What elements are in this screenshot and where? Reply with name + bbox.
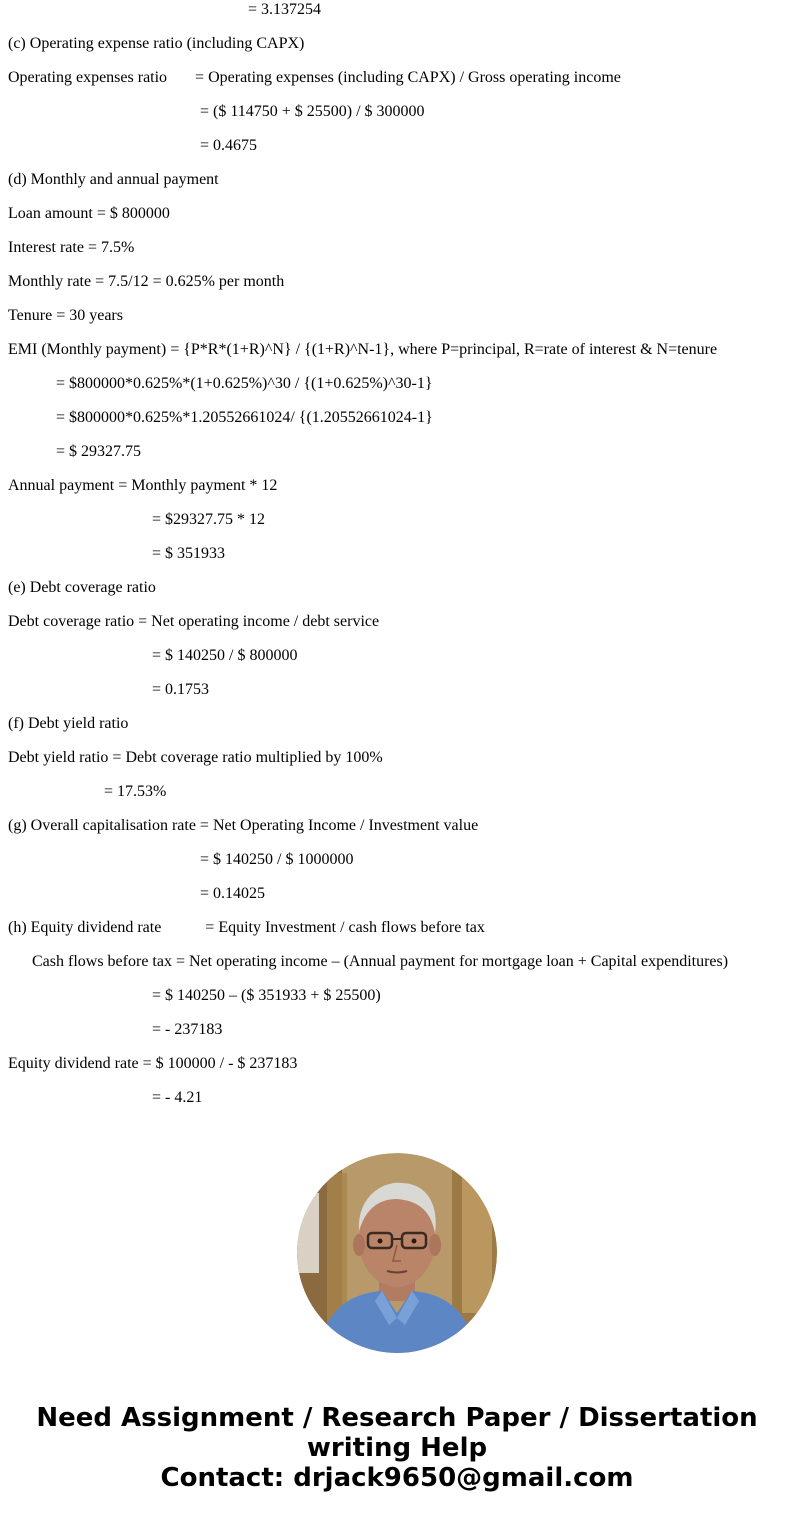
text-line: Debt yield ratio = Debt coverage ratio multiplied by 100% bbox=[8, 749, 383, 766]
banner-line-1: Need Assignment / Research Paper / Dissertation bbox=[36, 1403, 758, 1433]
text-line: = $ 140250 / $ 800000 bbox=[152, 647, 298, 664]
text-line: = 0.14025 bbox=[200, 885, 266, 902]
text-line: Debt coverage ratio = Net operating income / debt service bbox=[8, 613, 380, 630]
text-line: = 3.137254 bbox=[248, 1, 322, 18]
text-line: Tenure = 30 years bbox=[8, 307, 123, 324]
text-line: (c) Operating expense ratio (including CAPX) bbox=[8, 35, 305, 52]
text-line: (h) Equity dividend rate = Equity Investment / cash flows before tax bbox=[8, 919, 485, 936]
text-line: Cash flows before tax = Net operating income – (Annual payment for mortgage loan + Capital expenditures) bbox=[32, 953, 729, 970]
text-line: = $ 29327.75 bbox=[56, 443, 142, 460]
banner-line-2: writing Help bbox=[306, 1433, 488, 1463]
author-photo bbox=[297, 1153, 497, 1353]
text-line: = - 237183 bbox=[152, 1021, 223, 1038]
text-line: Operating expenses ratio = Operating expenses (including CAPX) / Gross operating income bbox=[8, 69, 621, 86]
text-line: = ($ 114750 + $ 25500) / $ 300000 bbox=[200, 103, 425, 120]
text-line: (e) Debt coverage ratio bbox=[8, 579, 156, 596]
text-line: Equity dividend rate = $ 100000 / - $ 237183 bbox=[8, 1055, 298, 1072]
banner-contact-line: Contact: drjack9650@gmail.com bbox=[160, 1463, 634, 1493]
text-line: = - 4.21 bbox=[152, 1089, 203, 1106]
text-line: Monthly rate = 7.5/12 = 0.625% per month bbox=[8, 273, 285, 290]
text-line: Interest rate = 7.5% bbox=[8, 239, 135, 256]
text-line: = $800000*0.625%*(1+0.625%)^30 / {(1+0.625%)^30-1} bbox=[56, 375, 433, 392]
text-line: = $ 351933 bbox=[152, 545, 226, 562]
text-line: = $ 140250 / $ 1000000 bbox=[200, 851, 354, 868]
text-line: Annual payment = Monthly payment * 12 bbox=[8, 477, 278, 494]
text-line: = $800000*0.625%*1.20552661024/ {(1.20552661024-1} bbox=[56, 409, 433, 426]
text-line: = 0.4675 bbox=[200, 137, 258, 154]
text-line: = 17.53% bbox=[104, 783, 167, 800]
text-line: = 0.1753 bbox=[152, 681, 210, 698]
contact-banner bbox=[0, 1403, 794, 1493]
text-line: (f) Debt yield ratio bbox=[8, 715, 129, 732]
text-line: = $ 140250 – ($ 351933 + $ 25500) bbox=[152, 987, 381, 1004]
text-line: EMI (Monthly payment) = {P*R*(1+R)^N} / {(1+R)^N-1}, where P=principal, R=rate of interest & N=tenure bbox=[8, 341, 718, 358]
text-line: (g) Overall capitalisation rate = Net Operating Income / Investment value bbox=[8, 817, 479, 834]
text-line: Loan amount = $ 800000 bbox=[8, 205, 170, 222]
text-line: = $29327.75 * 12 bbox=[152, 511, 266, 528]
text-line: (d) Monthly and annual payment bbox=[8, 171, 219, 188]
